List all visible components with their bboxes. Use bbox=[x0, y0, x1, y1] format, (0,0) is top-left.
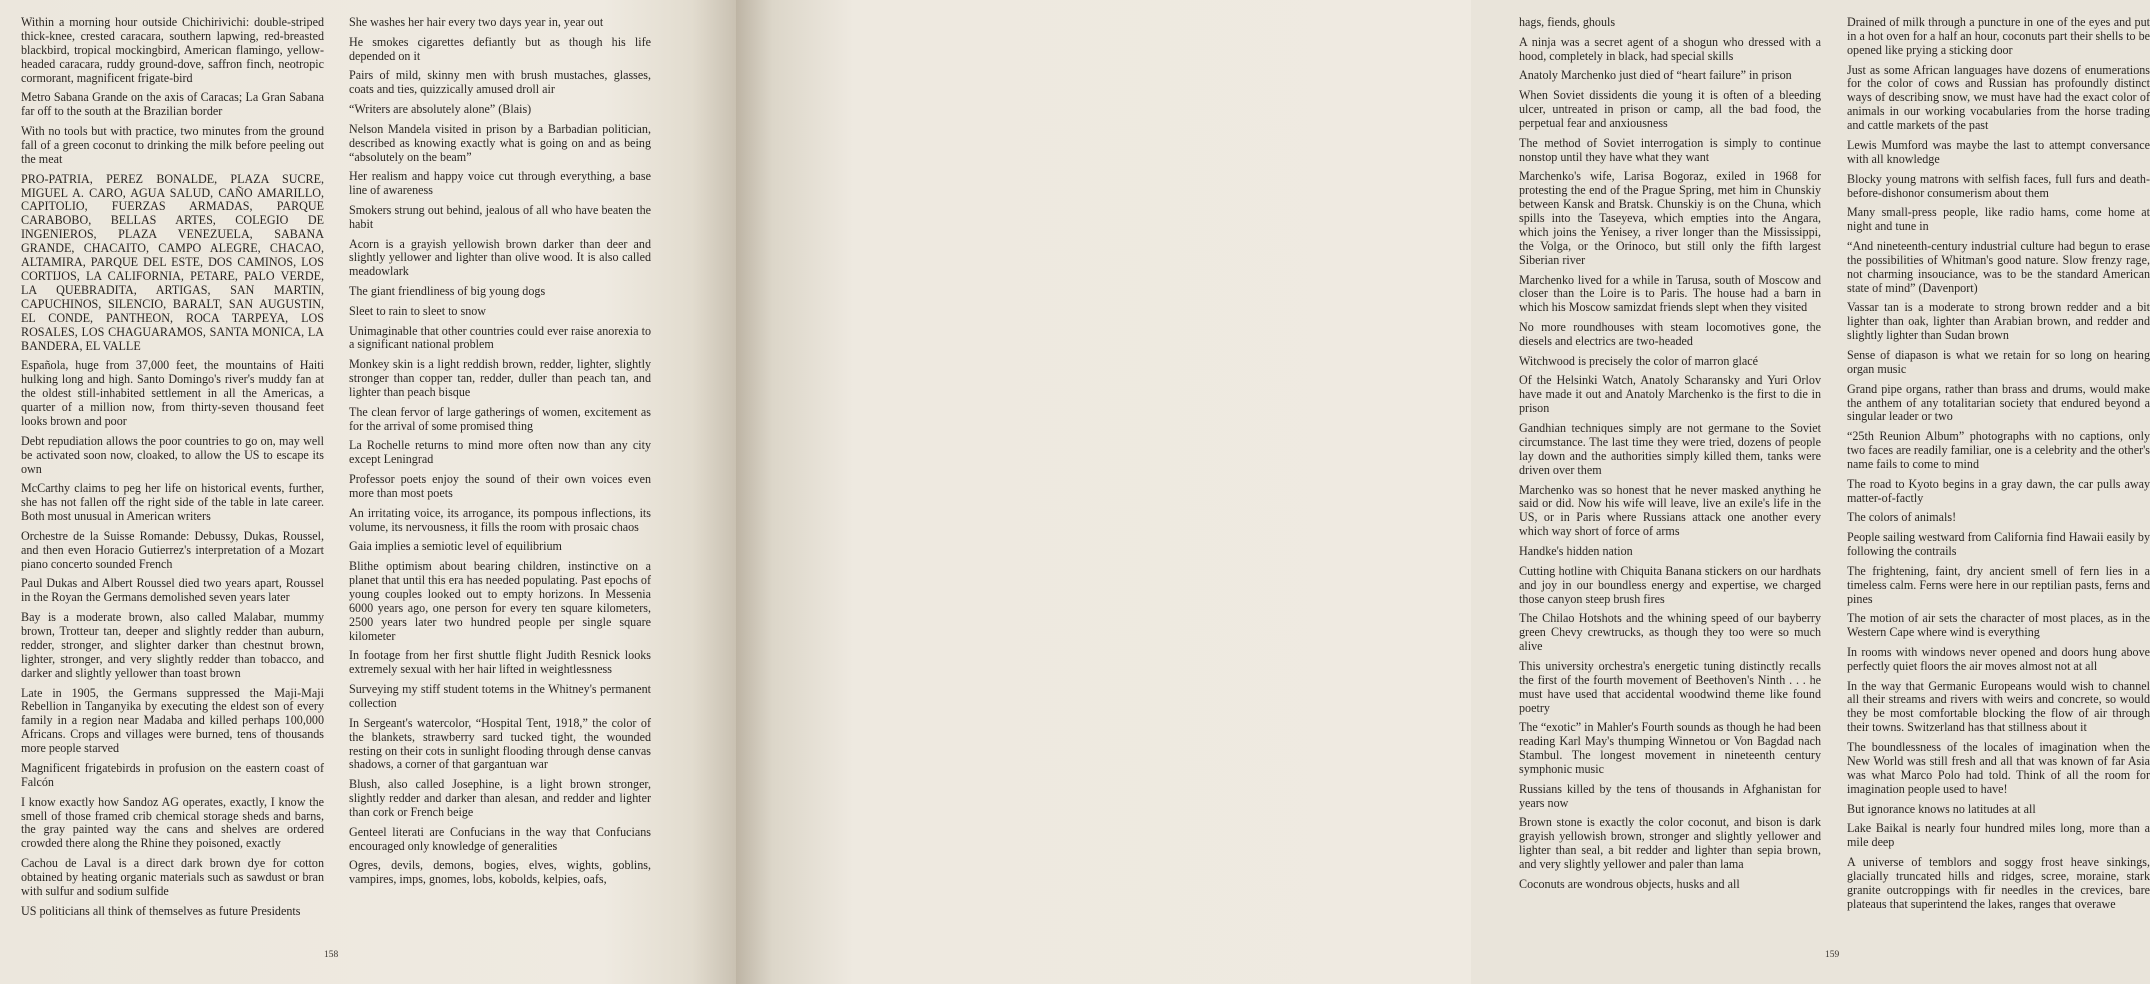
text-entry: The boundlessness of the locales of imagination when the New World was still fresh and all that was known of far Asia was what Marco Polo had told. Think of all the room for imagination people used to have! bbox=[1847, 740, 2150, 796]
text-entry: McCarthy claims to peg her life on historical events, further, she has not fallen off the right side of the table in late career. Both most unusual in American writers bbox=[21, 481, 324, 524]
text-entry: Ogres, devils, demons, bogies, elves, wights, goblins, vampires, imps, gnomes, lobs, kobolds, kelpies, oafs, bbox=[349, 858, 651, 887]
text-entry: “25th Reunion Album” photographs with no captions, only two faces are readily familiar, one is a celebrity and the other's name fails to come to mind bbox=[1847, 429, 2150, 471]
text-entry: This university orchestra's energetic tuning distinctly recalls the first of the fourth movement of Beethoven's Ninth . . . he must have used that accidental woodwind theme like found poetry bbox=[1519, 658, 1821, 715]
text-entry: Debt repudiation allows the poor countries to go on, may well be activated soon now, cloaked, to allow the US to escape its own bbox=[21, 433, 324, 476]
text-entry: Acorn is a grayish yellowish brown darker than deer and slightly yellower and lighter than olive wood. It is also called meadowlark bbox=[349, 236, 651, 279]
text-entry: Within a morning hour outside Chichirivichi: double-striped thick-knee, crested caracara, southern lapwing, red-breasted blackbird, tropical mockingbird, American flamingo, yellow-headed caracara, ruddy ground-dove, saffron finch, neotropic cormorant, magnificent frigate-bird bbox=[21, 15, 324, 85]
text-entry: The motion of air sets the character of most places, as in the Western Cape where wind is everything bbox=[1847, 611, 2150, 640]
text-entry: Nelson Mandela visited in prison by a Barbadian politician, described as knowing exactly what is going on and as being “absolutely on the beam” bbox=[349, 121, 651, 164]
text-entry: Professor poets enjoy the sound of their own voices even more than most poets bbox=[349, 472, 651, 500]
text-entry: La Rochelle returns to mind more often now than any city except Leningrad bbox=[349, 438, 651, 467]
text-entry: Russians killed by the tens of thousands in Afghanistan for years now bbox=[1519, 781, 1821, 810]
text-entry: Sense of diapason is what we retain for so long on hearing organ music bbox=[1847, 347, 2150, 376]
text-entry: With no tools but with practice, two minutes from the ground fall of a green coconut to drinking the milk before peeling out the meat bbox=[21, 124, 324, 166]
text-entry: In rooms with windows never opened and doors hung above perfectly quiet floors the air moves almost not at all bbox=[1847, 644, 2150, 673]
text-entry: Bay is a moderate brown, also called Malabar, mummy brown, Trotteur tan, deeper and slightly redder than auburn, redder, stronger, and slighter darker than chestnut brown, lighter, stronger, and very slightly redder than tobacco, and darker and slightly yellower than toast brown bbox=[21, 610, 324, 680]
text-entry: The method of Soviet interrogation is simply to continue nonstop until they have what they want bbox=[1519, 135, 1821, 164]
text-entry: Her realism and happy voice cut through everything, a base line of awareness bbox=[349, 169, 651, 198]
text-entry: Smokers strung out behind, jealous of all who have beaten the habit bbox=[349, 202, 651, 231]
text-column-3 bbox=[1519, 16, 1821, 946]
text-column-4 bbox=[1847, 16, 2150, 946]
text-entry: “Writers are absolutely alone” (Blais) bbox=[349, 102, 532, 116]
text-entry: Blocky young matrons with selfish faces, full furs and death-before-dishonor consumerism about them bbox=[1847, 171, 2150, 200]
text-entry: Handke's hidden nation bbox=[1519, 543, 1633, 558]
page-number-left: 158 bbox=[324, 950, 339, 960]
text-entry: Gaia implies a semiotic level of equilibrium bbox=[349, 539, 562, 554]
text-entry: PRO-PATRIA, PEREZ BONALDE, PLAZA SUCRE, MIGUEL A. CARO, AGUA SALUD, CAÑO AMARILLO, CAPITOLIO, FUERZAS ARMADAS, PARQUE CARABOBO, BELLAS ARTES, COLEGIO DE INGENIEROS, PLAZA VENEZUELA, SABANA GRANDE, CHACAITO, CAMPO ALEGRE, CHACAO, ALTAMIRA, PARQUE DEL ESTE, DOS CAMINOS, LOS CORTIJOS, LA CALIFORNIA, PETARE, PALO VERDE, LA QUEBRADITA, ARTIGAS, SAN MARTIN, CAPUCHINOS, SILENCIO, BARALT, SAN AUGUSTIN, EL CONDE, PANTHEON, ROCA TARPEYA, LOS ROSALES, LOS CHAGUARAMOS, SANTA MONICA, LA BANDERA, EL VALLE bbox=[21, 171, 324, 353]
text-entry: People sailing westward from California find Hawaii easily by following the contrails bbox=[1847, 530, 2150, 558]
text-entry: Marchenko lived for a while in Tarusa, south of Moscow and closer than the Loire is to Paris. The house had a barn in which his Moscow samizdat friends slept when they visited bbox=[1519, 272, 1821, 315]
text-entry: The colors of animals! bbox=[1847, 510, 1957, 525]
text-entry: Brown stone is exactly the color coconut, and bison is dark grayish yellowish brown, stronger and slightly yellower and lighter than seal, a bit redder and lighter than sepia brown, and very slightly yellower and paler than lama bbox=[1519, 815, 1821, 872]
text-entry: No more roundhouses with steam locomotives gone, the diesels and electrics are two-headed bbox=[1519, 320, 1821, 349]
text-entry: A universe of temblors and soggy frost heave sinkings, glacially truncated hills and ridges, scree, moraine, stark granite outcroppings with fir needles in the crevices, bare plateaus that superintend the lakes, ranges that overawe bbox=[1847, 854, 2150, 911]
text-column-2 bbox=[349, 16, 651, 946]
text-entry: Grand pipe organs, rather than brass and drums, would make the anthem of any totalitarian society that endured beyond a singular leader or two bbox=[1847, 381, 2150, 424]
text-entry: Of the Helsinki Watch, Anatoly Scharansky and Yuri Orlov have made it out and Anatoly Marchenko is the first to die in prison bbox=[1519, 373, 1821, 416]
text-entry: The “exotic” in Mahler's Fourth sounds as though he had been reading Karl May's thumping Winnetou or Von Bagdad nach Stambul. The longest movement in nineteenth century symphonic music bbox=[1519, 720, 1821, 777]
text-entry: Many small-press people, like radio hams, come home at night and tune in bbox=[1847, 205, 2150, 234]
text-entry: But ignorance knows no latitudes at all bbox=[1847, 801, 2036, 816]
text-entry: The Chilao Hotshots and the whining speed of our bayberry green Chevy crewtrucks, as though they too were so much alive bbox=[1519, 611, 1821, 654]
text-entry: Unimaginable that other countries could ever raise anorexia to a significant national problem bbox=[349, 323, 651, 352]
text-entry: The frightening, faint, dry ancient smell of fern lies in a timeless calm. Ferns were here in our reptilian pasts, ferns and pines bbox=[1847, 563, 2150, 606]
text-entry: Lake Baikal is nearly four hundred miles long, more than a mile deep bbox=[1847, 821, 2150, 850]
text-entry: The clean fervor of large gatherings of women, excitement as for the arrival of some promised thing bbox=[349, 404, 651, 433]
text-entry: Cachou de Laval is a direct dark brown dye for cotton obtained by heating organic materials such as sawdust or bran with sulfur and sodium sulfide bbox=[21, 856, 324, 898]
text-entry: Genteel literati are Confucians in the way that Confucians encouraged only knowledge of generalities bbox=[349, 824, 651, 853]
text-entry: Marchenko was so honest that he never masked anything he said or did. Now his wife will leave, live an exile's life in the US, or in Paris where Russians attack one another every which way short of force of arms bbox=[1519, 482, 1821, 539]
text-entry: Cutting hotline with Chiquita Banana stickers on our hardhats and joy in our boundless energy and expertise, we charged those canyon steep brush fires bbox=[1519, 563, 1821, 606]
text-entry: hags, fiends, ghouls bbox=[1519, 15, 1616, 29]
text-entry: Española, huge from 37,000 feet, the mountains of Haiti hulking long and high. Santo Domingo's river's muddy fan at the oldest still-inhabited settlement in all the Americas, a quarter of a million now, from thirty-seven thousand feet looks brown and poor bbox=[21, 358, 324, 429]
text-entry: Metro Sabana Grande on the axis of Caracas; La Gran Sabana far off to the south at the Brazilian border bbox=[21, 90, 324, 119]
text-entry: Pairs of mild, skinny men with brush mustaches, glasses, coats and ties, quizzically amused droll air bbox=[349, 68, 651, 97]
text-entry: Anatoly Marchenko just died of “heart failure” in prison bbox=[1519, 68, 1792, 83]
text-entry: “And nineteenth-century industrial culture had begun to erase the possibilities of Whitman's good nature. Slow frenzy rage, not charming insouciance, was to be the standard American state of mind” (Davenport) bbox=[1847, 238, 2150, 295]
text-entry: Just as some African languages have dozens of enumerations for the color of cows and Russian has profoundly distinct ways of describing snow, we must have had the exact color of animals in our working vocabularies from the horse trading and cattle markets of the past bbox=[1847, 62, 2150, 133]
text-entry: Monkey skin is a light reddish brown, redder, lighter, slightly stronger than copper tan, redder, duller than peach tan, and lighter than peach bisque bbox=[349, 357, 651, 400]
text-entry: Drained of milk through a puncture in one of the eyes and put in a hot oven for a half an hour, coconuts part their shells to be opened like prying a sticking door bbox=[1847, 15, 2150, 57]
text-entry: She washes her hair every two days year in, year out bbox=[349, 15, 604, 29]
text-entry: When Soviet dissidents die young it is often of a bleeding ulcer, untreated in prison or camp, all the bad food, the perpetual fear and anxiousness bbox=[1519, 88, 1821, 130]
page-number-right: 159 bbox=[1825, 950, 1840, 960]
right-page bbox=[736, 0, 2150, 984]
text-entry: Paul Dukas and Albert Roussel died two years apart, Roussel in the Royan the Germans demolished seven years later bbox=[21, 576, 324, 605]
text-entry: An irritating voice, its arrogance, its pompous inflections, its volume, its nervousness, it fills the room with prosaic chaos bbox=[349, 505, 651, 534]
text-entry: US politicians all think of themselves as future Presidents bbox=[21, 903, 301, 918]
text-entry: Blithe optimism about bearing children, instinctive on a planet that until this era has needed populating. Past epochs of young couples looked out to empty horizons. In Messenia 6000 years ago, one person for every ten square kilometers, 2500 years later two hundred people per single square kilometer bbox=[349, 559, 651, 643]
text-entry: Late in 1905, the Germans suppressed the Maji-Maji Rebellion in Tanganyika by executing the eldest son of every family in a region near Madaba and killed perhaps 100,000 Africans. Crops and villages were burned, tens of thousands more people starved bbox=[21, 685, 324, 756]
text-entry: The road to Kyoto begins in a gray dawn, the car pulls away matter-of-factly bbox=[1847, 476, 2150, 505]
text-entry: Witchwood is precisely the color of marron glacé bbox=[1519, 353, 1758, 368]
text-entry: Magnificent frigatebirds in profusion on the eastern coast of Falcón bbox=[21, 760, 324, 789]
text-entry: A ninja was a secret agent of a shogun who dressed with a hood, completely in black, had special skills bbox=[1519, 34, 1821, 63]
text-entry: Gandhian techniques simply are not germane to the Soviet circumstance. The last time they were tried, dozens of people lay down and the authorities simply killed them, tanks were driven over them bbox=[1519, 421, 1821, 477]
text-entry: Blush, also called Josephine, is a light brown stronger, slightly redder and darker than alesan, and redder and lighter than cork or French beige bbox=[349, 777, 651, 819]
text-entry: In Sergeant's watercolor, “Hospital Tent, 1918,” the color of the blankets, strawberry sard tucked tight, the wounded resting on their cots in sunlight flooding through dense canvas shadows, a corner of that gargantuan war bbox=[349, 715, 651, 772]
text-entry: He smokes cigarettes defiantly but as though his life depended on it bbox=[349, 34, 651, 63]
text-entry: Lewis Mumford was maybe the last to attempt conversance with all knowledge bbox=[1847, 137, 2150, 166]
text-column-1 bbox=[21, 16, 324, 946]
text-entry: I know exactly how Sandoz AG operates, exactly, I know the smell of those framed crib chemical storage sheds and barns, the gray painted way the cans and shelves are ordered crowded there along the Rhine they poisoned, exactly bbox=[21, 794, 324, 851]
text-entry: Marchenko's wife, Larisa Bogoraz, exiled in 1968 for protesting the end of the Prague Spring, met him in Chunskiy between Kansk and Bratsk. Chunskiy is on the Chuna, which spills into the Taseyeva, which empties into the Angara, which joins the Yenisey, a river longer than the Mississippi, the Volga, or the Orinoco, but still only the fifth largest Siberian river bbox=[1519, 169, 1821, 267]
text-entry: Sleet to rain to sleet to snow bbox=[349, 303, 487, 318]
text-entry: The giant friendliness of big young dogs bbox=[349, 284, 546, 299]
text-entry: Coconuts are wondrous objects, husks and all bbox=[1519, 876, 1740, 891]
text-entry: Orchestre de la Suisse Romande: Debussy, Dukas, Roussel, and then even Horacio Gutierrez's interpretation of a Mozart piano concerto sounded French bbox=[21, 528, 324, 571]
text-entry: In footage from her first shuttle flight Judith Resnick looks extremely sexual with her hair lifted in weightlessness bbox=[349, 648, 651, 677]
left-page bbox=[0, 0, 736, 984]
text-entry: Surveying my stiff student totems in the Whitney's permanent collection bbox=[349, 682, 651, 710]
text-entry: In the way that Germanic Europeans would wish to channel all their streams and rivers with weirs and concrete, so would they be most comfortable blocking the flow of air through their towns. Switzerland has that stillness about it bbox=[1847, 678, 2150, 735]
text-entry: Vassar tan is a moderate to strong brown redder and a bit lighter than oak, lighter than Arabian brown, and redder and slightly lighter than Sudan brown bbox=[1847, 300, 2150, 343]
